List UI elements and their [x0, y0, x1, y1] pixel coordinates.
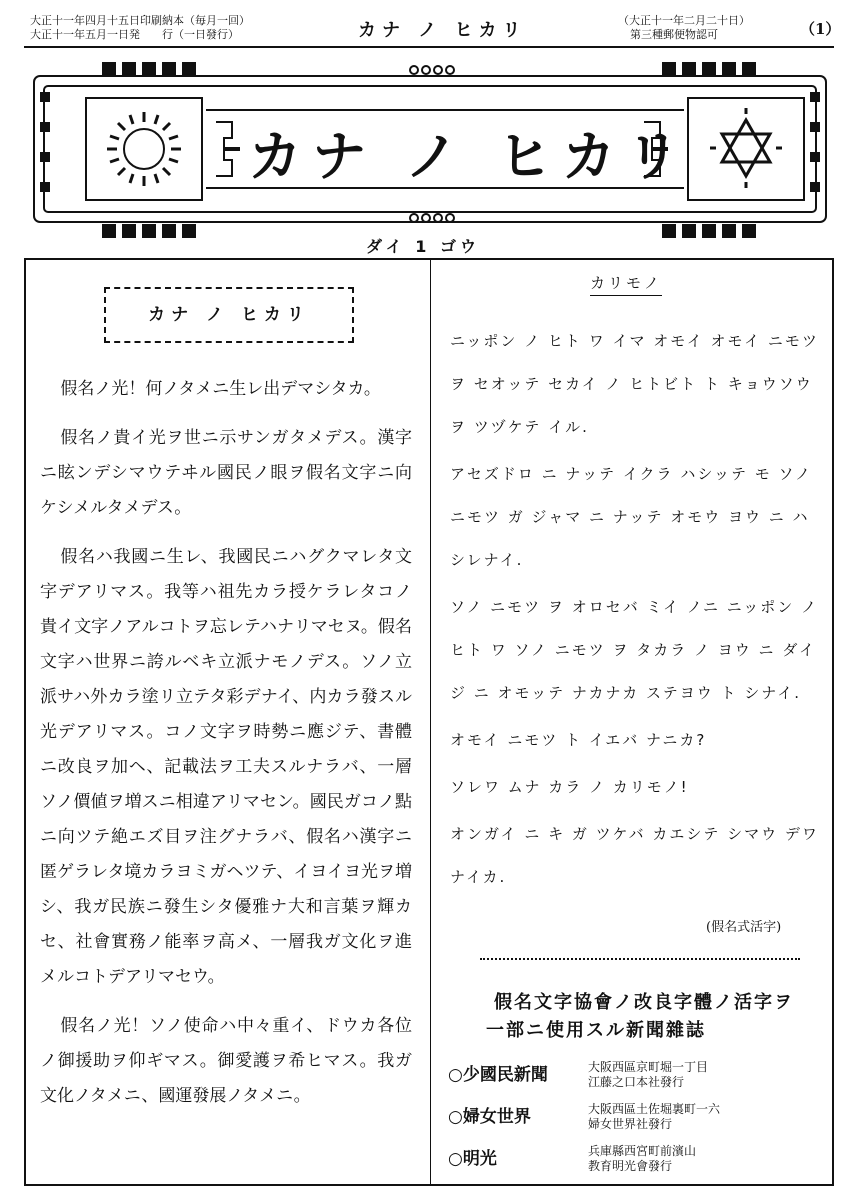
header-rule — [24, 46, 834, 48]
publication-row — [448, 1060, 720, 1102]
publication-name: ○婦女世界 — [448, 1107, 531, 1127]
article-title-box — [104, 287, 354, 343]
star-icon — [710, 108, 782, 188]
notice-divider — [480, 958, 800, 960]
header-permit-date: （大正十一年二月二十日） — [618, 14, 750, 27]
masthead — [26, 52, 834, 260]
publication-address-line: 大阪西區京町堀一丁目 — [588, 1060, 709, 1074]
poem-paragraph: ニッポン ノ ヒト ワ イマ オモイ オモイ ニモツ ヲ セオッテ セカイ ノ ヒトビト ト キョウソウ ヲ ツヅケテ イル. — [450, 332, 819, 436]
publication-address-line: 大阪西區土佐堀裏町一六 — [588, 1102, 721, 1116]
poem-paragraph: アセズドロ ニ ナッテ イクラ ハシッテ モ ソノ ニモツ ガ ジャマ ニ ナッテ オモウ ヨウ ニ ハシレナイ. — [450, 465, 812, 569]
poem-paragraph: ソレワ ムナ カラ ノ カリモノ! — [450, 778, 689, 796]
publication-address — [588, 1144, 720, 1186]
article-paragraph: 假名ノ光！ソノ使命ハ中々重イ、ドウカ各位ノ御援助ヲ仰ギマス。御愛護ヲ希ヒマス。我ガ文化ノタメニ、國運發展ノタメニ。 — [40, 1016, 412, 1106]
publication-row — [448, 1144, 720, 1186]
poem-paragraph: オモイ ニモツ ト イエバ ナニカ? — [450, 731, 707, 749]
sun-icon — [107, 112, 181, 186]
poem-body — [450, 320, 822, 903]
article-body — [40, 372, 412, 1128]
header-permit: 第三種郵便物認可 — [630, 28, 718, 41]
publication-name: ○少國民新聞 — [448, 1065, 548, 1085]
poem-paragraph: ソノ ニモツ ヲ オロセバ ミイ ノニ ニッポン ノ ヒト ワ ソノ ニモツ ヲ タカラ ノ ヨウ ニ ダイジ ニ オモッテ ナカナカ ステヨウ ト シナイ. — [450, 598, 818, 702]
publication-publisher: 江藤之口本社發行 — [588, 1075, 685, 1089]
page-number: （1） — [800, 20, 841, 38]
publication-list — [448, 1060, 808, 1186]
publication-name: ○明光 — [448, 1149, 497, 1169]
article-paragraph: 假名ノ貴イ光ヲ世ニ示サンガタメデス。漢字ニ眩ンデシマウテヰル國民ノ眼ヲ假名文字ニ向ケシメルタメデス。 — [40, 428, 412, 518]
publication-address — [588, 1060, 720, 1102]
header-print-date: 大正十一年四月十五日印刷納本（毎月一回） — [30, 14, 250, 27]
notice-heading-2: 一部ニ使用スル新聞雜誌 — [486, 1020, 706, 1041]
issue-number: ダイ 1 ゴウ — [366, 237, 480, 256]
column-divider — [430, 258, 431, 1186]
publication-address — [588, 1102, 720, 1144]
article-paragraph: 假名ノ光！何ノタメニ生レ出デマシタカ。 — [60, 379, 381, 399]
header-title: カナ ノ ヒカリ — [358, 20, 527, 41]
poem-signature: (假名式活字) — [706, 920, 782, 935]
publication-publisher: 婦女世界社發行 — [588, 1117, 673, 1131]
article-title: カナ ノ ヒカリ — [148, 305, 310, 325]
poem-paragraph: オンガイ ニ キ ガ ツケバ カエシテ シマウ デワ ナイカ. — [450, 825, 819, 886]
notice-heading-1: 假名文字協會ノ改良字體ノ活字ヲ — [494, 992, 794, 1013]
article-paragraph: 假名ハ我國ニ生レ、我國民ニハグクマレタ文字デアリマス。我等ハ祖先カラ授ケラレタコノ貴イ文字ノアルコトヲ忘レテハナリマセヌ。假名文字ハ世界ニ誇ルベキ立派ナモノデス。ソノ立派サハ外カラ塗リ立テタ彩デナイ、内カラ發スル光デアリマス。コノ文字ヲ時勢ニ應ジテ、書體ニ改良ヲ加ヘ、記載法ヲ工夫スルナラバ、一層ソノ價値ヲ増スニ相違アリマセン。國民ガコノ點ニ向ツテ絶エズ目ヲ注グナラバ、假名ハ漢字ニ匿ゲラレタ境カラヨミガヘツテ、イヨイヨ光ヲ増シ、我ガ民族ニ發生シタ優雅ナ大和言葉ヲ輝カセ、社會實務ノ能率ヲ高メ、一層我ガ文化ヲ進メルコトデアリマセウ。 — [40, 547, 412, 987]
publication-publisher: 教育明光會發行 — [588, 1159, 673, 1173]
poem-title: カリモノ — [590, 272, 662, 296]
header-publish-date: 大正十一年五月一日発 行（一日發行） — [30, 28, 239, 41]
masthead-title: カナ ノ ヒカリ — [248, 125, 690, 188]
publication-row — [448, 1102, 720, 1144]
publication-address-line: 兵庫縣西宮町前濱山 — [588, 1144, 697, 1158]
